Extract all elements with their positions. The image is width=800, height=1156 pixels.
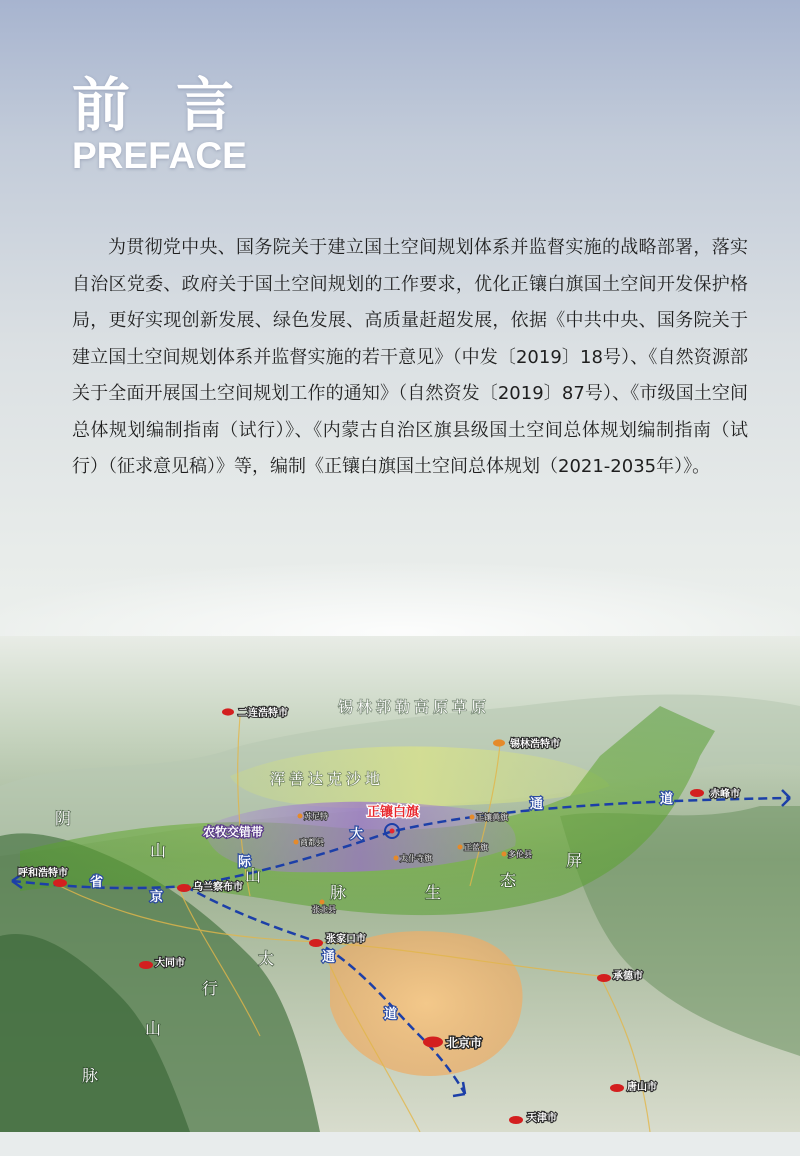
corridor-east-char-3: 道 bbox=[660, 792, 674, 807]
svg-text:呼和浩特市: 呼和浩特市 bbox=[18, 868, 68, 879]
agri-belt-label: 农牧交错带 bbox=[203, 825, 264, 839]
preface-paragraph: 为贯彻党中央、国务院关于建立国土空间规划体系并监督实施的战略部署，落实自治区党委、政府关于国土空间规划的工作要求，优化正镶白旗国土空间开发保护格局，更好实现创新发展、绿色发展、高质量赶超发展，依据《中共中央、国务院关于建立国土空间规划体系并监督实施的若干意见》（中发〔2019〕18号）、《自然资源部关于全面开展国土空间规划工作的通知》（自然资发〔2019〕87号）、《市级国土空间总体规划编制指南（试行）》、《内蒙古自治区旗县级国土空间总体规划编制指南（试行）（征求意见稿）》等，编制《正镶白旗国土空间总体规划（2021-2035年）》。 bbox=[72, 237, 748, 477]
svg-text:锡林浩特市: 锡林浩特市 bbox=[510, 739, 560, 750]
eco-char-3: 山 bbox=[245, 866, 262, 885]
svg-text:张家口市: 张家口市 bbox=[326, 934, 366, 945]
svg-text:北京市: 北京市 bbox=[446, 1036, 483, 1050]
page-title: 前言 bbox=[72, 71, 281, 139]
page-title-english: PREFACE bbox=[72, 135, 247, 176]
corridor-south-char-2: 通 bbox=[322, 950, 336, 965]
map-canvas bbox=[0, 636, 800, 1132]
corridor-west-char-2: 际 bbox=[238, 855, 252, 870]
corridor-south-char-1: 京 bbox=[150, 890, 164, 905]
corridor-south-char-3: 道 bbox=[384, 1007, 398, 1022]
taihang-char-2: 行 bbox=[202, 979, 219, 998]
eco-char-5: 生 bbox=[425, 883, 442, 902]
banner-zhengxianghuang bbox=[470, 812, 509, 822]
eco-char-2: 山 bbox=[150, 841, 167, 860]
eco-char-1: 阴 bbox=[55, 809, 72, 828]
corridor-east-char-1: 大 bbox=[350, 827, 364, 842]
desert-label: 浑善达克沙地 bbox=[270, 770, 385, 788]
taihang-char-3: 山 bbox=[145, 1019, 162, 1038]
svg-text:承德市: 承德市 bbox=[613, 971, 643, 982]
svg-text:正镶黄旗: 正镶黄旗 bbox=[476, 813, 508, 822]
svg-text:大同市: 大同市 bbox=[155, 958, 185, 969]
svg-text:太仆寺旗: 太仆寺旗 bbox=[400, 854, 432, 863]
svg-text:张北县: 张北县 bbox=[312, 905, 336, 914]
svg-text:正蓝旗: 正蓝旗 bbox=[464, 843, 488, 852]
svg-text:正镶白旗: 正镶白旗 bbox=[367, 805, 420, 820]
eco-char-6: 态 bbox=[500, 871, 517, 890]
svg-text:二连浩特市: 二连浩特市 bbox=[238, 708, 288, 719]
taihang-char-4: 脉 bbox=[82, 1066, 99, 1085]
eco-char-4: 脉 bbox=[330, 883, 347, 902]
svg-text:苏尼特: 苏尼特 bbox=[304, 812, 328, 821]
corridor-east-char-2: 通 bbox=[530, 797, 544, 812]
banner-taipusi bbox=[394, 853, 433, 863]
corridor-west-char-1: 省 bbox=[90, 875, 104, 890]
svg-text:赤峰市: 赤峰市 bbox=[710, 789, 740, 800]
grassland-label: 锡林郭勒高原草原 bbox=[338, 698, 491, 716]
svg-text:唐山市: 唐山市 bbox=[627, 1082, 657, 1093]
svg-text:乌兰察布市: 乌兰察布市 bbox=[193, 882, 243, 893]
footer-strip bbox=[0, 1132, 800, 1156]
svg-text:商都县: 商都县 bbox=[300, 838, 324, 847]
regional-location-map bbox=[0, 636, 800, 1132]
taihang-char-1: 太 bbox=[258, 949, 275, 968]
eco-char-7: 屏 bbox=[566, 851, 583, 870]
svg-text:天津市: 天津市 bbox=[527, 1113, 557, 1124]
svg-text:多伦县: 多伦县 bbox=[508, 850, 532, 859]
